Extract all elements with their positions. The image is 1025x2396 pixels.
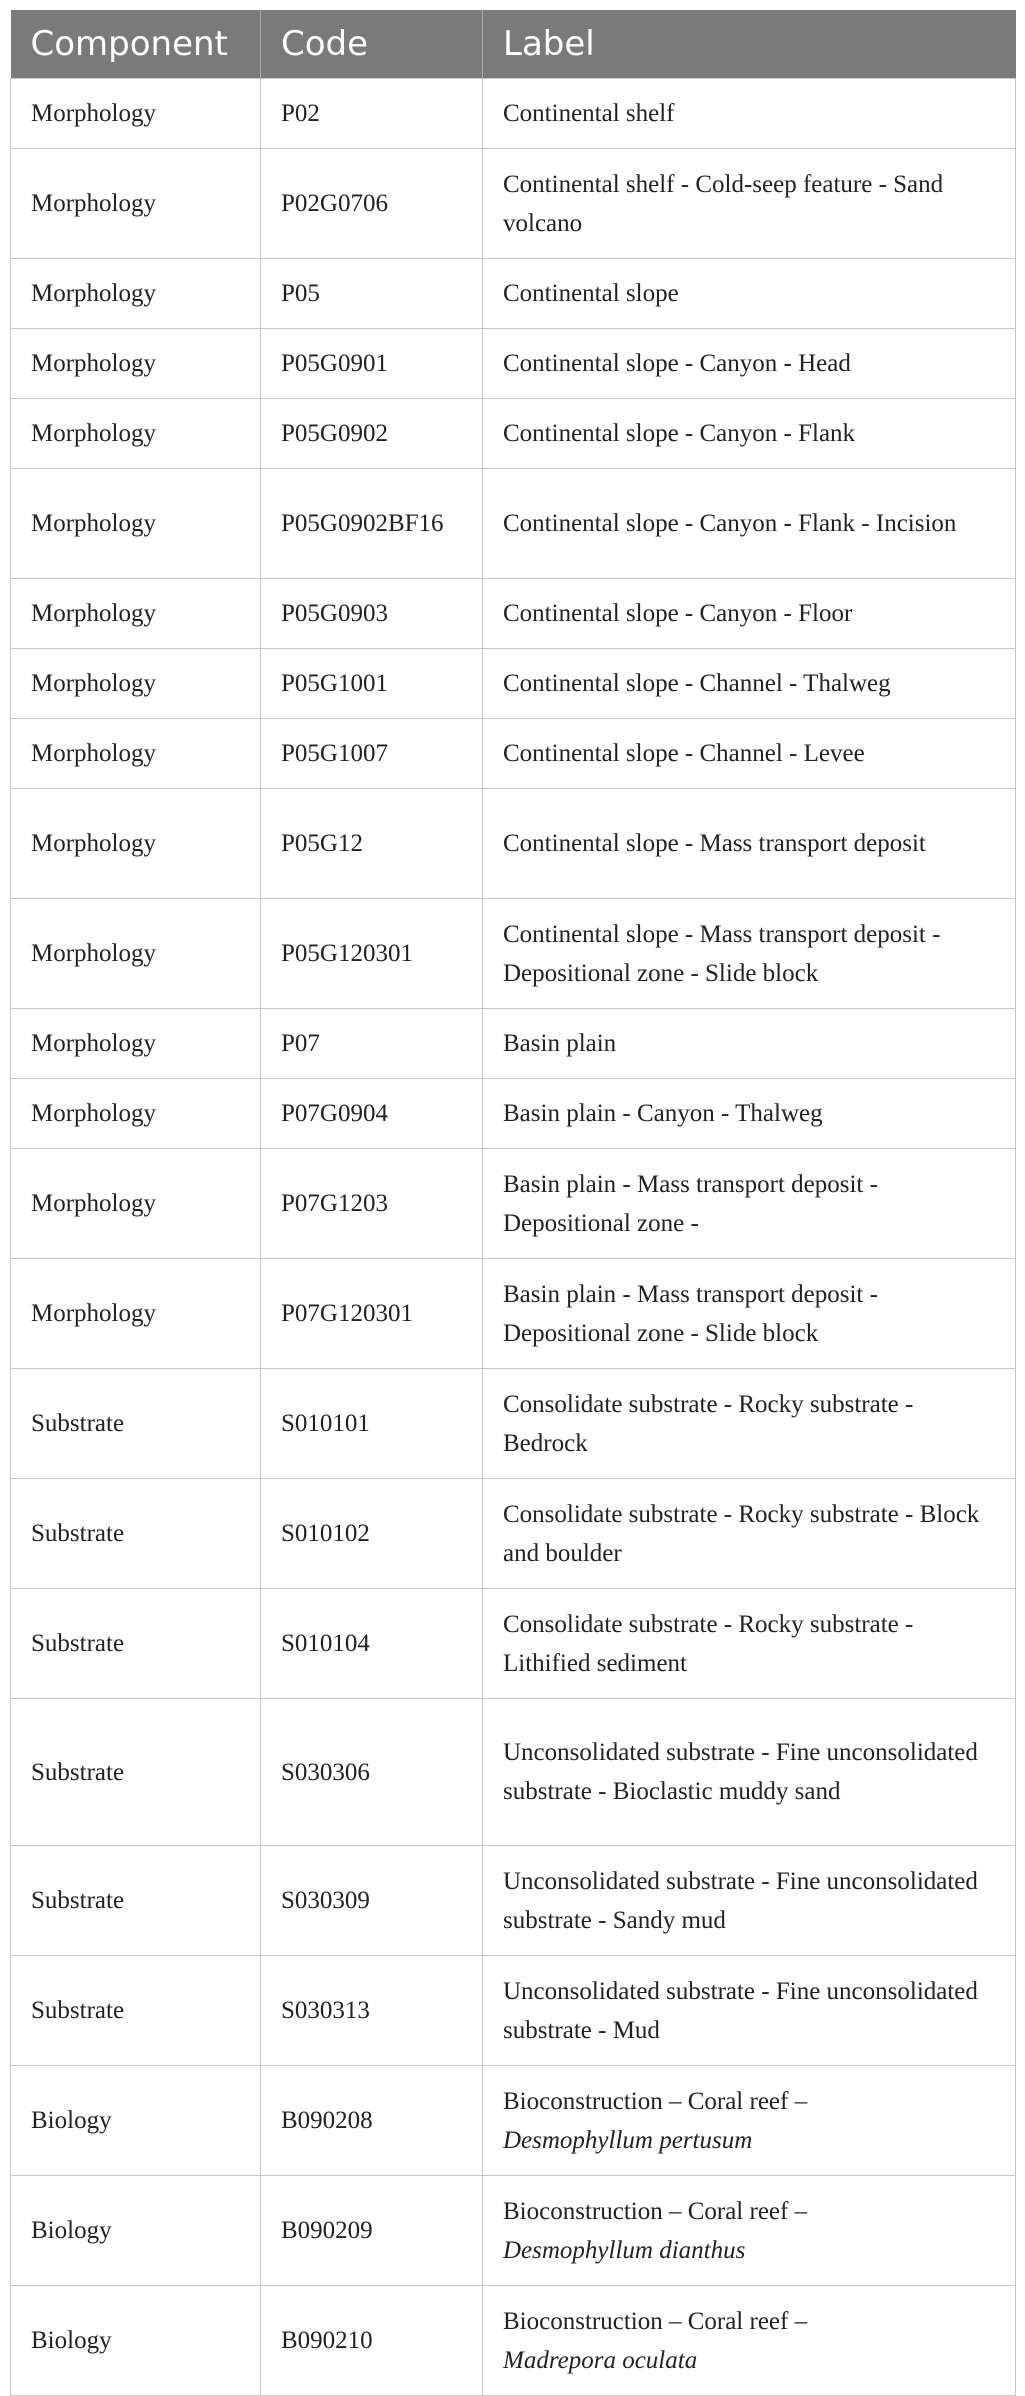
cell-label: Consolidate substrate - Rocky substrate - Block and boulder [483, 1479, 1016, 1589]
cell-component: Substrate [11, 1479, 261, 1589]
cell-label: Basin plain [483, 1009, 1016, 1079]
cell-label: Basin plain - Mass transport deposit - Depositional zone - Slide block [483, 1259, 1016, 1369]
cell-component: Substrate [11, 1956, 261, 2066]
cell-label: Unconsolidated substrate - Fine unconsolidated substrate - Sandy mud [483, 1846, 1016, 1956]
table-row [11, 1699, 1016, 1846]
header-row [11, 10, 1016, 79]
cell-label: Continental slope - Mass transport deposit - Depositional zone - Slide block [483, 899, 1016, 1009]
table-body [11, 79, 1016, 2396]
label-text: Bioconstruction – Coral reef – [503, 2087, 808, 2115]
cell-code: P05G0901 [261, 329, 483, 399]
header-label: Label [483, 10, 1016, 79]
table-row [11, 1846, 1016, 1956]
table-row [11, 1149, 1016, 1259]
cell-component: Substrate [11, 1589, 261, 1699]
cell-component: Morphology [11, 899, 261, 1009]
cell-code: B090208 [261, 2066, 483, 2176]
cell-component: Substrate [11, 1369, 261, 1479]
cell-label: Consolidate substrate - Rocky substrate - Bedrock [483, 1369, 1016, 1479]
table-row [11, 1369, 1016, 1479]
species-name: Desmophyllum dianthus [503, 2236, 746, 2264]
cell-code: S030306 [261, 1699, 483, 1846]
cell-label: Consolidate substrate - Rocky substrate - Lithified sediment [483, 1589, 1016, 1699]
cell-component: Biology [11, 2286, 261, 2396]
cell-label [483, 2066, 1016, 2176]
cell-code: P05G0902 [261, 399, 483, 469]
cell-code: B090210 [261, 2286, 483, 2396]
table-row [11, 579, 1016, 649]
table-row [11, 1259, 1016, 1369]
cell-component: Morphology [11, 149, 261, 259]
table-row [11, 329, 1016, 399]
cell-code: P05G120301 [261, 899, 483, 1009]
cell-code: P07G120301 [261, 1259, 483, 1369]
cell-label [483, 2286, 1016, 2396]
cell-component: Morphology [11, 399, 261, 469]
cell-component: Substrate [11, 1699, 261, 1846]
cell-component: Morphology [11, 1259, 261, 1369]
cell-code: P02 [261, 79, 483, 149]
table-row [11, 259, 1016, 329]
cell-label: Unconsolidated substrate - Fine unconsolidated substrate - Bioclastic muddy sand [483, 1699, 1016, 1846]
table-row [11, 649, 1016, 719]
cell-code: S010104 [261, 1589, 483, 1699]
table-row [11, 789, 1016, 899]
cell-label: Continental shelf - Cold-seep feature - Sand volcano [483, 149, 1016, 259]
table-row [11, 2286, 1016, 2396]
table-row [11, 1079, 1016, 1149]
cell-component: Morphology [11, 719, 261, 789]
cell-code: P05 [261, 259, 483, 329]
cell-label: Basin plain - Mass transport deposit - Depositional zone - [483, 1149, 1016, 1259]
table-row [11, 1479, 1016, 1589]
cell-code: P05G0902BF16 [261, 469, 483, 579]
cell-code: B090209 [261, 2176, 483, 2286]
cell-component: Morphology [11, 1149, 261, 1259]
cell-code: P05G1007 [261, 719, 483, 789]
cell-component: Biology [11, 2066, 261, 2176]
species-name: Desmophyllum pertusum [503, 2126, 753, 2154]
cell-code: S010101 [261, 1369, 483, 1479]
table-row [11, 2066, 1016, 2176]
cell-component: Morphology [11, 259, 261, 329]
cell-component: Morphology [11, 1009, 261, 1079]
table-row [11, 149, 1016, 259]
cell-label: Continental slope - Canyon - Flank - Incision [483, 469, 1016, 579]
table-row [11, 1009, 1016, 1079]
habitat-code-table [10, 10, 1016, 2396]
label-text: Bioconstruction – Coral reef – [503, 2197, 808, 2225]
cell-label [483, 2176, 1016, 2286]
table-row [11, 2176, 1016, 2286]
cell-code: P02G0706 [261, 149, 483, 259]
table-row [11, 1956, 1016, 2066]
cell-label: Continental slope - Canyon - Head [483, 329, 1016, 399]
table-row [11, 399, 1016, 469]
cell-code: P07G1203 [261, 1149, 483, 1259]
label-text: Bioconstruction – Coral reef – [503, 2307, 808, 2335]
cell-component: Morphology [11, 79, 261, 149]
cell-label: Basin plain - Canyon - Thalweg [483, 1079, 1016, 1149]
cell-code: P07 [261, 1009, 483, 1079]
table-row [11, 1589, 1016, 1699]
cell-code: S010102 [261, 1479, 483, 1589]
cell-code: S030313 [261, 1956, 483, 2066]
cell-component: Biology [11, 2176, 261, 2286]
cell-code: P05G0903 [261, 579, 483, 649]
cell-code: P05G1001 [261, 649, 483, 719]
cell-label: Continental slope - Canyon - Flank [483, 399, 1016, 469]
cell-label: Continental slope - Mass transport deposit [483, 789, 1016, 899]
table-header [11, 10, 1016, 79]
cell-component: Morphology [11, 789, 261, 899]
header-code: Code [261, 10, 483, 79]
cell-component: Morphology [11, 579, 261, 649]
table-row [11, 899, 1016, 1009]
cell-component: Substrate [11, 1846, 261, 1956]
table-row [11, 469, 1016, 579]
cell-label: Continental slope [483, 259, 1016, 329]
cell-label: Continental slope - Channel - Levee [483, 719, 1016, 789]
cell-code: P07G0904 [261, 1079, 483, 1149]
cell-code: S030309 [261, 1846, 483, 1956]
cell-component: Morphology [11, 649, 261, 719]
header-component: Component [11, 10, 261, 79]
cell-component: Morphology [11, 1079, 261, 1149]
cell-label: Unconsolidated substrate - Fine unconsolidated substrate - Mud [483, 1956, 1016, 2066]
cell-component: Morphology [11, 469, 261, 579]
cell-component: Morphology [11, 329, 261, 399]
table-row [11, 79, 1016, 149]
cell-label: Continental shelf [483, 79, 1016, 149]
cell-label: Continental slope - Channel - Thalweg [483, 649, 1016, 719]
cell-label: Continental slope - Canyon - Floor [483, 579, 1016, 649]
species-name: Madrepora oculata [503, 2346, 698, 2374]
table-row [11, 719, 1016, 789]
cell-code: P05G12 [261, 789, 483, 899]
